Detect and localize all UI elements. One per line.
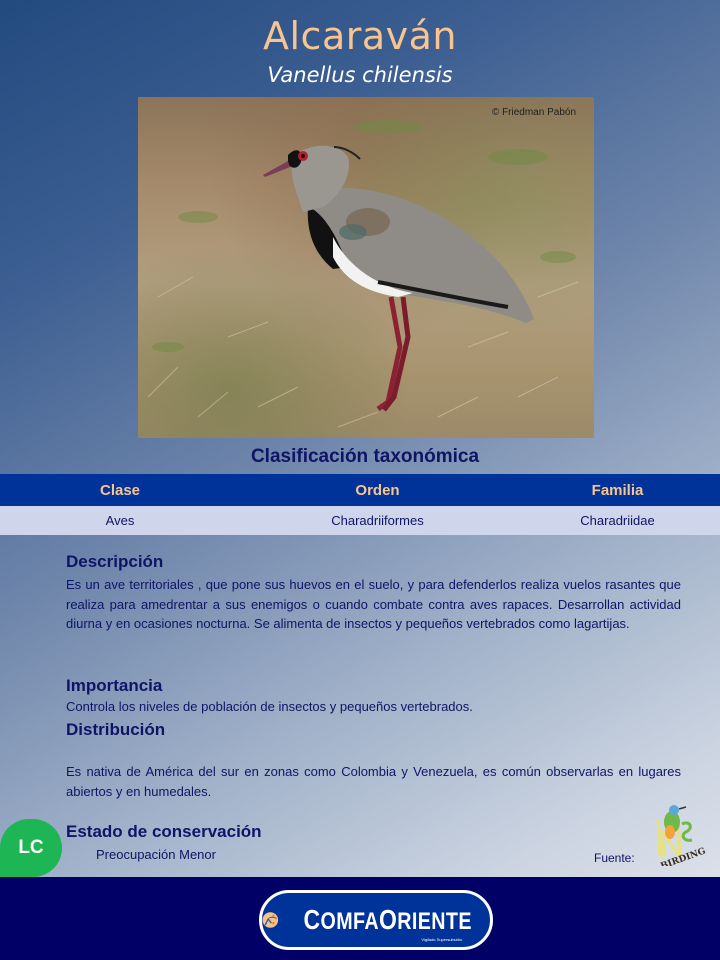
description-text: Es un ave territoriales , que pone sus huevos en el suelo, y para defenderlos realiza vuelos rasantes que realiza para amedrentar a sus enemigos o cuando combate contra aves rapaces. Desarrollan actividad diurna y en ocasiones nocturna. Se alimenta de insectos y pequeños vertebrados como lagartijas. [66,577,681,631]
bird-photo [138,97,594,438]
source-label: Fuente: [594,851,635,865]
birding-logo [650,800,712,866]
taxonomy-header-row [0,474,720,506]
conservation-status-badge: LC [0,819,62,877]
taxonomy-heading: Clasificación taxonómica [250,446,480,467]
importance-heading: Importancia [66,676,163,695]
taxonomy-value-familia: Charadriidae [580,513,655,528]
taxonomy-col-clase: Clase [99,481,141,499]
taxonomy-col-orden: Orden [355,481,400,499]
bird-logo-icon [650,800,712,866]
description-heading: Descripción [66,552,164,571]
supervision-note: Vigilado Supersubsidio [421,937,462,942]
importance-text: Controla los niveles de población de insectos y pequeños vertebrados. [66,699,473,714]
taxonomy-value-orden: Charadriiformes [331,513,424,528]
conservation-heading: Estado de conservación [66,822,262,841]
comfaoriente-wordmark: COMFAORIENTE [303,904,472,935]
page-title: Alcaraván [263,14,457,58]
photo-credit: © Friedman Pabón [491,107,576,118]
taxonomy-value-clase: Aves [105,513,135,528]
bird-illustration [138,97,594,438]
taxonomy-col-familia: Familia [591,481,644,499]
distribution-text: Es nativa de América del sur en zonas como Colombia y Venezuela, es común observarlas en lugares abiertos y en humedales. [66,764,681,799]
taxonomy-value-row [0,506,720,535]
scientific-name: Vanellus chilensis [267,63,453,87]
svg-text:BIRDING: BIRDING [659,846,708,866]
distribution-heading: Distribución [66,720,166,739]
footer-bar [0,877,720,960]
comfaoriente-logo[interactable] [259,890,493,950]
conservation-status-text: Preocupación Menor [96,847,216,862]
comfaoriente-emblem-icon [262,904,279,936]
